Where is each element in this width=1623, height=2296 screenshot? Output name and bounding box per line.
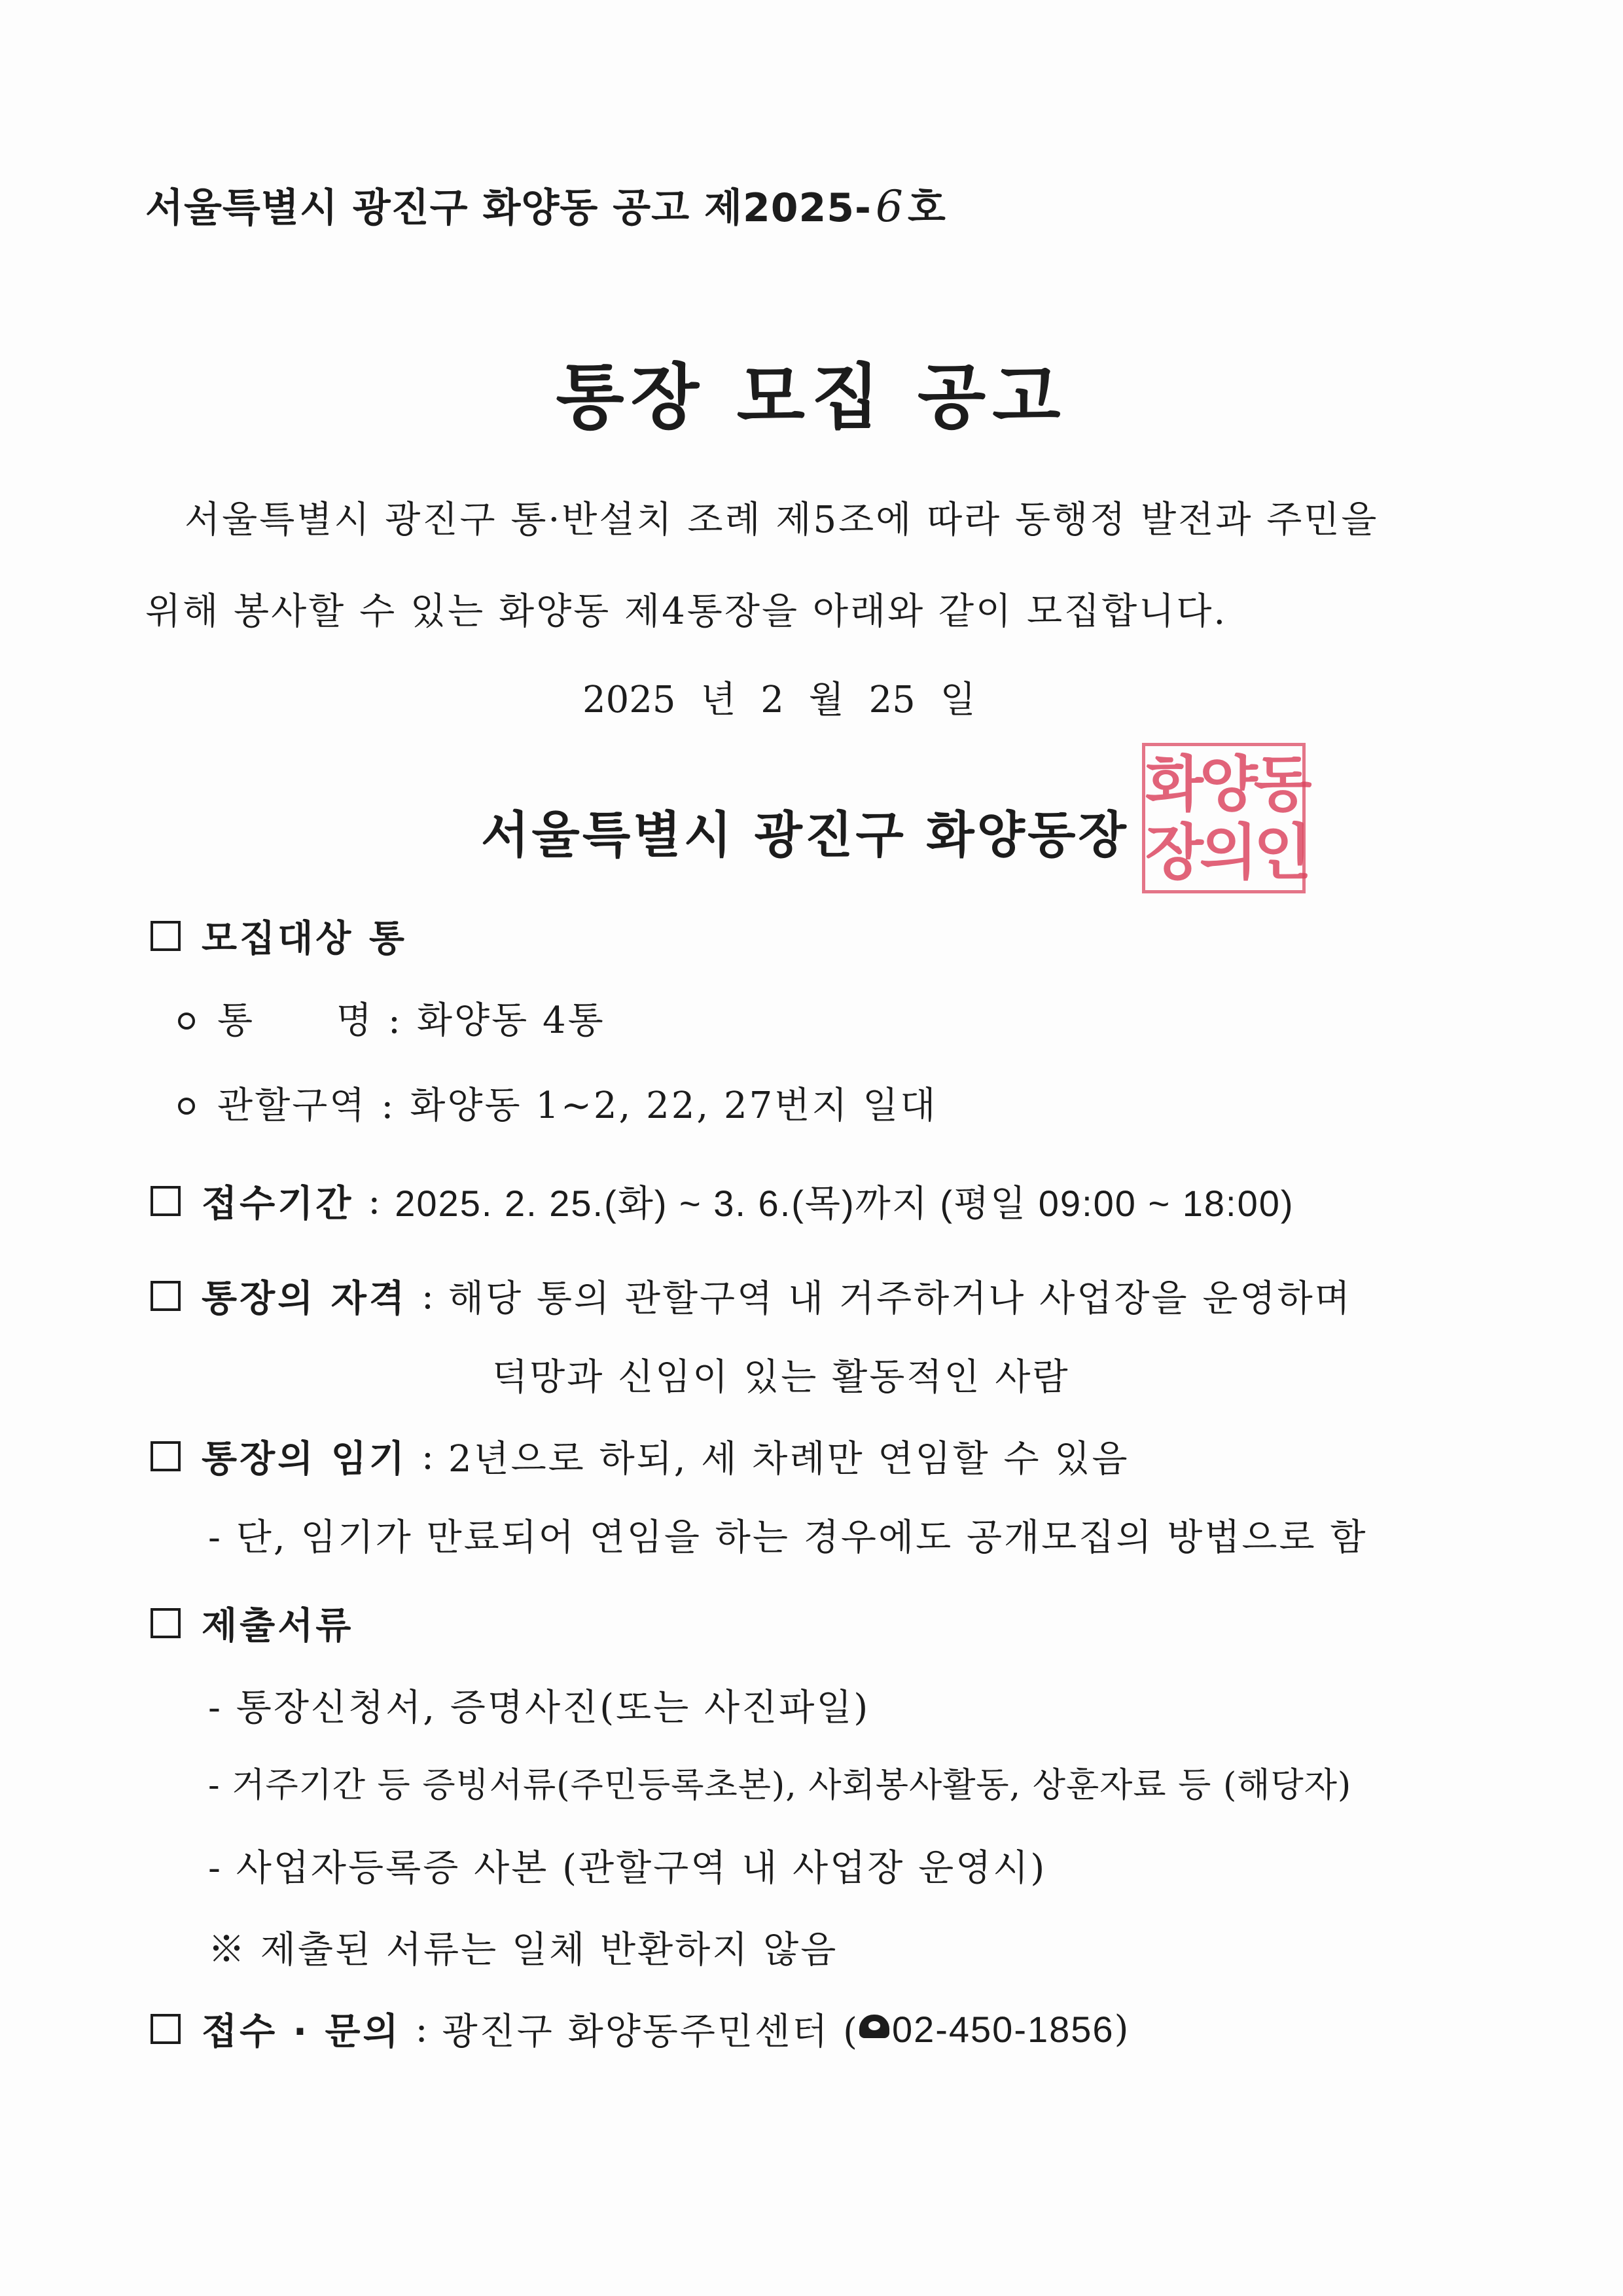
page-title-text: 통장 모집 공고 — [556, 357, 1067, 439]
section-contact — [151, 2003, 1130, 2055]
notice-number-suffix: 호 — [907, 185, 946, 231]
section-contact-value-prefix: 광진구 화양동주민센터 ( — [442, 2011, 859, 2053]
documents-item: - 통장신청서, 증명사진(또는 사진파일) — [208, 1687, 870, 1729]
documents-note: ※ 제출된 서류는 일체 반환하지 않음 — [208, 1929, 838, 1971]
documents-item: - 거주기간 등 증빙서류(주민등록초본), 사회봉사활동, 상훈자료 등 (해당자) — [208, 1766, 1352, 1805]
section-contact-label: 접수 · 문의 — [202, 2011, 401, 2053]
checkbox-square-icon — [151, 1186, 181, 1216]
target-item-area-label: 관할구역 — [217, 1085, 367, 1127]
issuer-name: 서울특별시 광진구 화양동장 — [481, 806, 1129, 864]
section-documents-label: 제출서류 — [202, 1605, 354, 1647]
seal-line-2: 장의인 — [1145, 817, 1308, 888]
documents-item: - 사업자등록증 사본 (관할구역 내 사업장 운영시) — [208, 1847, 1047, 1890]
target-item-area-value: 화양동 1~2, 22, 27번지 일대 — [410, 1085, 938, 1127]
notice-number-handwritten: 6 — [875, 181, 904, 232]
section-qualification-label: 통장의 자격 — [202, 1278, 407, 1320]
checkbox-square-icon — [151, 2014, 181, 2044]
seal-line-1: 화양동 — [1145, 749, 1308, 819]
target-item-area — [178, 1077, 937, 1129]
section-qualification — [151, 1270, 1352, 1322]
section-qualification-value-line1: 해당 통의 관할구역 내 거주하거나 사업장을 운영하며 — [448, 1278, 1352, 1320]
colon-separator: : — [388, 999, 402, 1042]
section-qualification-value-line2: 덕망과 신임이 있는 활동적인 사람 — [492, 1356, 1070, 1399]
section-contact-value-suffix: ) — [1114, 2007, 1131, 2051]
section-term-note: - 단, 임기가 만료되어 연임을 하는 경우에도 공개모집의 방법으로 함 — [208, 1516, 1368, 1559]
section-term-value: 2년으로 하되, 세 차례만 연임할 수 있음 — [448, 1438, 1130, 1480]
checkbox-square-icon — [151, 1608, 181, 1638]
circle-bullet-icon — [178, 1013, 195, 1030]
colon-separator: : — [368, 1179, 381, 1223]
target-item-name-value: 화양동 4통 — [416, 999, 605, 1042]
section-period-value: 2025. 2. 25.(화) ~ 3. 6.(목)까지 (평일 09:00 ~ 18:00) — [395, 1183, 1294, 1224]
section-term-label: 통장의 임기 — [202, 1438, 407, 1480]
section-period-label: 접수기간 — [202, 1183, 354, 1225]
notice-number-prefix: 서울특별시 광진구 화양동 공고 제2025- — [145, 185, 872, 231]
circle-bullet-icon — [178, 1098, 195, 1115]
colon-separator: : — [421, 1274, 434, 1318]
section-documents — [151, 1597, 353, 1649]
section-term — [151, 1430, 1130, 1482]
section-target — [151, 910, 407, 962]
intro-line-1: 서울특별시 광진구 통·반설치 조례 제5조에 따라 동행정 발전과 주민을 — [185, 499, 1379, 541]
official-seal-stamp — [1142, 743, 1306, 893]
colon-separator: : — [421, 1435, 434, 1478]
contact-phone-number: 02-450-1856 — [891, 2008, 1115, 2050]
colon-separator: : — [415, 2007, 428, 2051]
phone-icon — [859, 2015, 889, 2038]
notice-date: 2025 년 2 월 25 일 — [582, 679, 976, 721]
target-item-name-label: 통 명 — [217, 999, 374, 1042]
section-target-label: 모집대상 통 — [202, 918, 407, 960]
page-title — [0, 340, 1623, 442]
intro-line-2: 위해 봉사할 수 있는 화양동 제4통장을 아래와 같이 모집합니다. — [145, 590, 1228, 633]
checkbox-square-icon — [151, 1281, 181, 1311]
notice-number — [145, 177, 946, 233]
checkbox-square-icon — [151, 921, 181, 951]
section-period — [151, 1175, 1294, 1227]
target-item-name — [178, 992, 605, 1044]
checkbox-square-icon — [151, 1441, 181, 1471]
colon-separator: : — [381, 1085, 396, 1127]
